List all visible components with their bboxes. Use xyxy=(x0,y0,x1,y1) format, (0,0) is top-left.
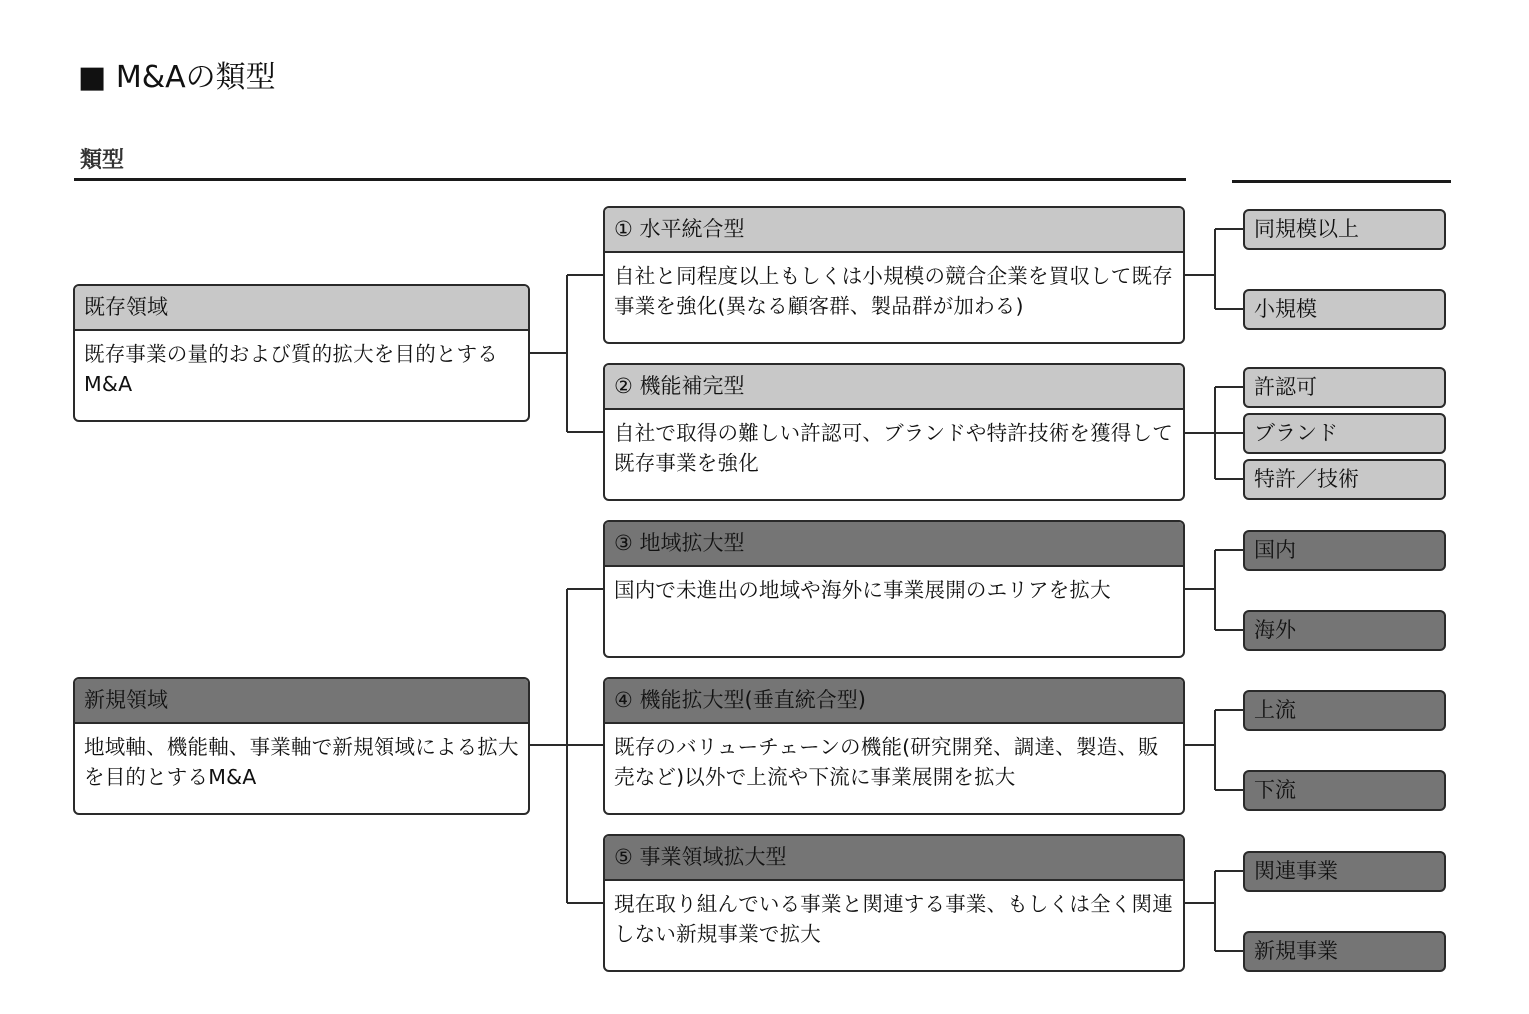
tag-new-business: 新規事業 xyxy=(1243,931,1446,972)
type-heading: ④ 機能拡大型(垂直統合型) xyxy=(605,679,1183,724)
type-description: 既存のバリューチェーンの機能(研究開発、調達、製造、販売など)以外で上流や下流に事業展開を拡大 xyxy=(614,735,1159,789)
type-heading: ⑤ 事業領域拡大型 xyxy=(605,836,1183,881)
tag-upstream: 上流 xyxy=(1243,690,1446,731)
tag-overseas: 海外 xyxy=(1243,610,1446,651)
type-card-vertical-integration xyxy=(603,677,1185,815)
domain-description: 既存事業の量的および質的拡大を目的とするM&A xyxy=(84,342,498,396)
tag-same-scale-or-larger: 同規模以上 xyxy=(1243,209,1446,250)
type-card-horizontal-integration xyxy=(603,206,1185,344)
tag-related-business: 関連事業 xyxy=(1243,851,1446,892)
domain-card-new xyxy=(73,677,530,815)
type-description: 国内で未進出の地域や海外に事業展開のエリアを拡大 xyxy=(614,578,1111,602)
type-heading: ② 機能補完型 xyxy=(605,365,1183,410)
type-description: 自社と同程度以上もしくは小規模の競合企業を買収して既存事業を強化(異なる顧客群、製品群が加わる) xyxy=(614,264,1173,318)
domain-heading: 新規領域 xyxy=(75,679,528,724)
tag-domestic: 国内 xyxy=(1243,530,1446,571)
domain-description: 地域軸、機能軸、事業軸で新規領域による拡大を目的とするM&A xyxy=(84,735,519,789)
tag-permits: 許認可 xyxy=(1243,367,1446,408)
type-card-regional-expansion xyxy=(603,520,1185,658)
type-description: 現在取り組んでいる事業と関連する事業、もしくは全く関連しない新規事業で拡大 xyxy=(614,892,1173,946)
type-card-function-complement xyxy=(603,363,1185,501)
type-heading: ① 水平統合型 xyxy=(605,208,1183,253)
page-title: ■ M&Aの類型 xyxy=(78,60,276,95)
domain-card-existing xyxy=(73,284,530,422)
tag-smaller-scale: 小規模 xyxy=(1243,289,1446,330)
tag-downstream: 下流 xyxy=(1243,770,1446,811)
section-label: 類型 xyxy=(80,148,125,173)
type-description: 自社で取得の難しい許認可、ブランドや特許技術を獲得して既存事業を強化 xyxy=(614,421,1173,475)
type-card-business-expansion xyxy=(603,834,1185,972)
domain-heading: 既存領域 xyxy=(75,286,528,331)
tag-brand: ブランド xyxy=(1243,413,1446,454)
type-heading: ③ 地域拡大型 xyxy=(605,522,1183,567)
tag-patent-technology: 特許／技術 xyxy=(1243,459,1446,500)
